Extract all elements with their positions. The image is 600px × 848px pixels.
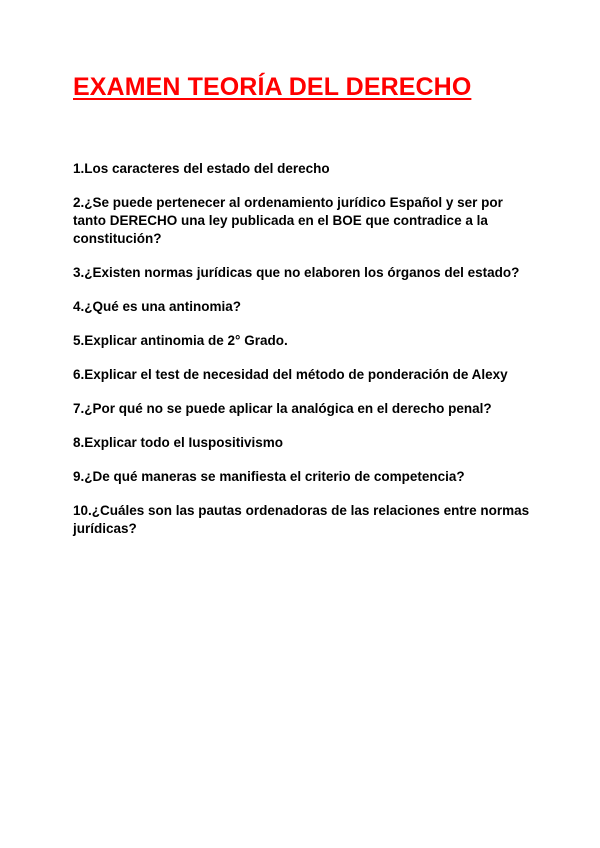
question-1: 1.Los caracteres del estado del derecho (73, 161, 330, 176)
question-2: 2.¿Se puede pertenecer al ordenamiento jurídico Español y ser por tanto DERECHO una ley publicada en el BOE que contradice a la constitución? (73, 195, 503, 246)
question-9: 9.¿De qué maneras se manifiesta el criterio de competencia? (73, 469, 465, 484)
question-6: 6.Explicar el test de necesidad del método de ponderación de Alexy (73, 367, 508, 382)
question-4: 4.¿Qué es una antinomia? (73, 299, 242, 314)
question-5: 5.Explicar antinomia de 2° Grado. (73, 333, 288, 348)
question-8: 8.Explicar todo el Iuspositivismo (73, 435, 284, 450)
question-3: 3.¿Existen normas jurídicas que no elaboren los órganos del estado? (73, 265, 520, 280)
question-10: 10.¿Cuáles son las pautas ordenadoras de las relaciones entre normas jurídicas? (73, 503, 530, 536)
question-7: 7.¿Por qué no se puede aplicar la analógica en el derecho penal? (73, 401, 492, 416)
page-title: EXAMEN TEORÍA DEL DERECHO (73, 73, 472, 101)
question-list (73, 160, 533, 554)
